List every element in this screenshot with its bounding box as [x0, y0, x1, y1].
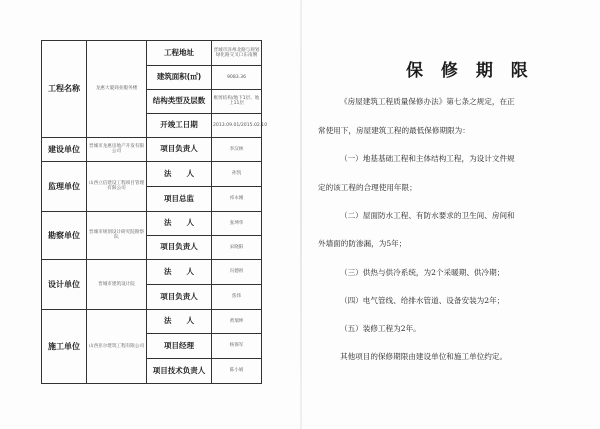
area: 9083.36 — [212, 66, 262, 90]
tech-lead-label: 项目技术负责人 — [147, 358, 212, 383]
builder-legal-label: 法 人 — [147, 309, 212, 333]
dates: 2013.09.01/2015.02.10 — [212, 113, 262, 137]
structure-label: 结构类型及层数 — [147, 89, 212, 113]
design-lead-signature: 焦炜 — [212, 284, 262, 309]
warranty-para-1b: 常使用下，房屋建筑工程的最低保修期限为： — [318, 126, 470, 135]
builder-legal-signature: 黄瑞坤 — [212, 309, 262, 333]
builder-unit-label: 施工单位 — [42, 309, 87, 383]
address-label: 工程地址 — [147, 41, 212, 66]
construction-unit: 晋城市龙惠房地产开发有限公司 — [87, 137, 147, 161]
warranty-para-1a: 《房屋建筑工程质量保修办法》第七条之规定，在正 — [340, 97, 515, 106]
survey-unit: 晋城市规划设计研究院勘察队 — [87, 211, 147, 259]
tech-lead-signature: 陈小娟 — [212, 358, 262, 383]
design-unit: 晋城市建筑设计院 — [87, 259, 147, 309]
project-info-table — [41, 40, 268, 384]
chief-supervisor-signature: 祁永刚 — [212, 186, 262, 211]
design-unit-label: 设计单位 — [42, 259, 87, 309]
warranty-para-3b: 外墙面的防渗漏，为5年； — [318, 239, 407, 248]
construction-unit-label: 建设单位 — [42, 137, 87, 161]
warranty-para-3a: （二）屋面防水工程、有防水要求的卫生间、房间和 — [340, 211, 515, 220]
design-legal-label: 法 人 — [147, 259, 212, 284]
survey-unit-label: 勘察单位 — [42, 211, 87, 259]
dates-label: 开竣工日期 — [147, 113, 212, 137]
supervision-unit-label: 监理单位 — [42, 161, 87, 211]
project-name: 龙惠大厦商业服务楼 — [87, 41, 147, 138]
builder-unit: 山西亚尔建筑工程有限公司 — [87, 309, 147, 383]
construction-lead-label: 项目负责人 — [147, 137, 212, 161]
survey-legal-label: 法 人 — [147, 211, 212, 235]
project-manager-label: 项目经理 — [147, 333, 212, 358]
warranty-para-5: （四）电气管线、给排水管道、设备安装为2年； — [340, 296, 505, 305]
warranty-para-6: （五）装修工程为2年。 — [340, 324, 421, 333]
construction-lead-signature: 李汉林 — [212, 137, 262, 161]
warranty-para-2a: （一）地基基础工程和主体结构工程，为设计文件规 — [340, 154, 515, 163]
warranty-para-2b: 定的该工程的合理使用年限； — [318, 183, 417, 192]
project-name-label: 工程名称 — [42, 41, 87, 138]
project-manager-signature: 杨保军 — [212, 333, 262, 358]
chief-supervisor-label: 项目总监 — [147, 186, 212, 211]
structure: 框剪结构/地下1层、地上11层 — [212, 89, 262, 113]
survey-lead-label: 项目负责人 — [147, 235, 212, 259]
design-lead-label: 项目负责人 — [147, 284, 212, 309]
survey-legal-signature: 张坤华 — [212, 211, 262, 235]
survey-lead-signature: 宋晓阳 — [212, 235, 262, 259]
area-label: 建筑面积(㎡) — [147, 66, 212, 90]
supervision-legal-signature: 孙凯 — [212, 161, 262, 186]
warranty-para-7: 其他项目的保修期限由建设单位和施工单位约定。 — [340, 352, 508, 361]
warranty-para-4: （三）供热与供冷系统，为2个采暖期、供冷期； — [340, 268, 505, 277]
design-legal-signature: 冯德祖 — [212, 259, 262, 284]
supervision-legal-label: 法 人 — [147, 161, 212, 186]
address: 晋城市泽州北路与规划绿化路交叉口东南侧 — [212, 41, 262, 66]
supervision-unit: 山西立信建设工程项目管理有限公司 — [87, 161, 147, 211]
page-fold — [300, 0, 302, 429]
warranty-title: 保 修 期 限 — [406, 61, 534, 81]
